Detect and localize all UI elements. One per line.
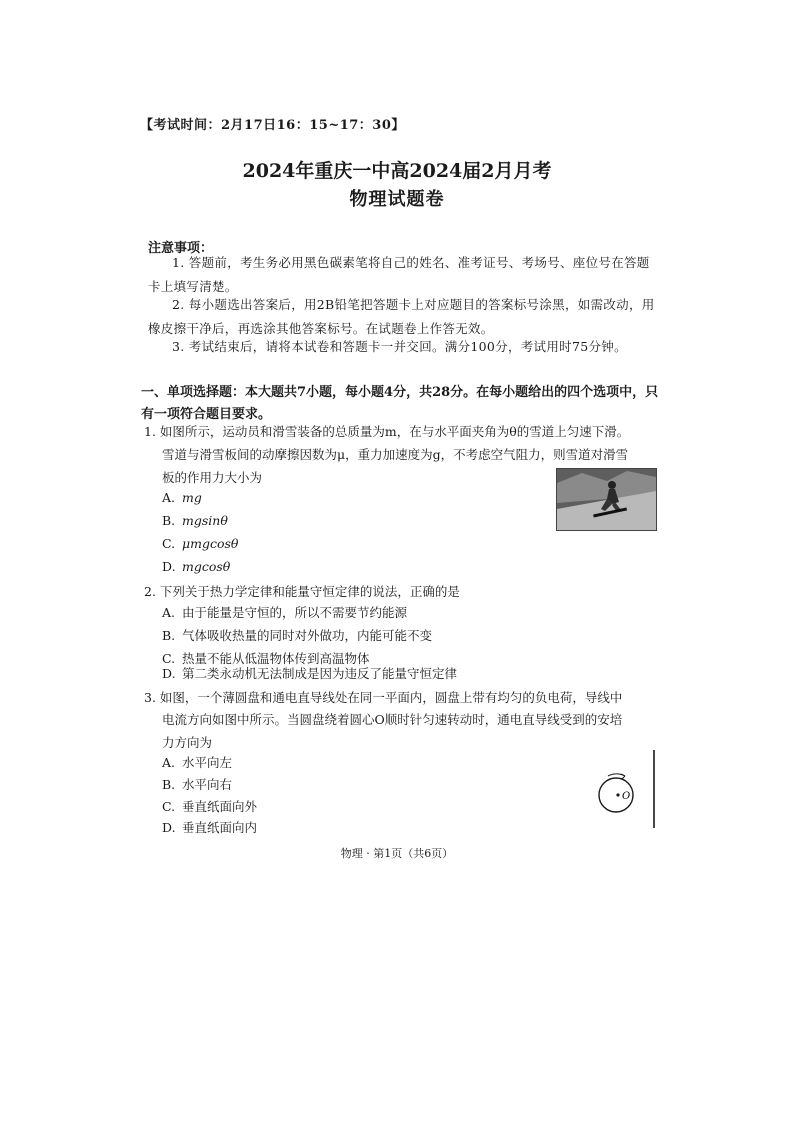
option-label: B. [162,513,176,528]
disk-wire-diagram [594,748,664,830]
option-text: mgcosθ [182,559,231,574]
note-item: 3. 考试结束后，请将本试卷和答题卡一并交回。满分100分，考试用时75分钟。 [172,339,627,354]
question-2-stem: 2. 下列关于热力学定律和能量守恒定律的说法，正确的是 [144,584,460,599]
notes-heading: 注意事项： [148,241,214,256]
question-3-stem-line: 3. 如图，一个薄圆盘和通电直导线处在同一平面内，圆盘上带有均匀的负电荷，导线中 [144,690,623,705]
section-heading: 一、单项选择题：本大题共7小题，每小题4分，共28分。在每小题给出的四个选项中，只有一项符合题目要求。 [141,385,659,422]
option-text: 由于能量是守恒的，所以不需要节约能源 [182,605,408,620]
option-a [162,753,232,771]
page-footer: 物理 · 第1页（共6页） [340,847,454,860]
option-b [162,626,432,644]
option-label: D. [162,666,176,681]
center-dot [616,793,619,796]
diagram-svg [594,748,664,830]
option-text: 气体吸收热量的同时对外做功，内能可能不变 [182,628,433,643]
option-text: mg [182,490,202,505]
center-label: O [622,791,631,802]
option-label: D. [162,559,176,574]
exam-title: 2024年重庆一中高2024届2月月考 [242,160,552,182]
option-text: 第二类永动机无法制成是因为违反了能量守恒定律 [182,666,458,681]
option-text: 垂直纸面向外 [182,799,258,814]
option-label: C. [162,799,176,814]
question-1-stem-line: 1. 如图所示，运动员和滑雪装备的总质量为m，在与水平面夹角为θ的雪道上匀速下滑。 [144,424,630,439]
question-1-stem-line: 雪道与滑雪板间的动摩擦因数为μ，重力加速度为g，不考虑空气阻力，则雪道对滑雪 [162,447,629,462]
option-text: 垂直纸面向内 [182,820,258,835]
option-b [162,775,232,793]
option-d [162,559,230,574]
option-c [162,797,257,815]
option-c [162,536,238,551]
exam-subtitle: 物理试题卷 [349,189,445,210]
option-text: 热量不能从低温物体传到高温物体 [182,651,370,666]
skier-photo [556,468,657,531]
option-d [162,818,257,836]
option-label: D. [162,820,176,835]
option-label: B. [162,628,176,643]
option-text: mgsinθ [182,513,228,528]
question-3-stem-line: 力方向为 [162,735,213,750]
option-text: 水平向左 [182,755,233,770]
option-label: C. [162,536,176,551]
option-text: 水平向右 [182,777,233,792]
option-label: C. [162,651,176,666]
note-item: 2. 每小题选出答案后，用2B铅笔把答题卡上对应题目的答案标号涂黑，如需改动，用橡皮擦干净后，再选涂其他答案标号。在试题卷上作答无效。 [148,297,655,336]
option-b [162,513,228,528]
option-label: A. [162,755,176,770]
option-label: A. [162,605,176,620]
question-3-stem-line: 电流方向如图中所示。当圆盘绕着圆心O顺时针匀速转动时，通电直导线受到的安培 [162,712,623,727]
note-item: 1. 答题前，考生务必用黑色碳素笔将自己的姓名、准考证号、考场号、座位号在答题卡上填写清楚。 [148,255,650,294]
option-d [162,664,457,682]
option-label: A. [162,490,176,505]
option-label: B. [162,777,176,792]
exam-time: 【考试时间：2月17日16：15~17：30】 [140,118,405,133]
option-text: μmgcosθ [182,536,239,551]
option-a [162,603,407,621]
skier-image [557,469,656,530]
option-a [162,490,202,505]
question-1-stem-line: 板的作用力大小为 [162,470,263,485]
